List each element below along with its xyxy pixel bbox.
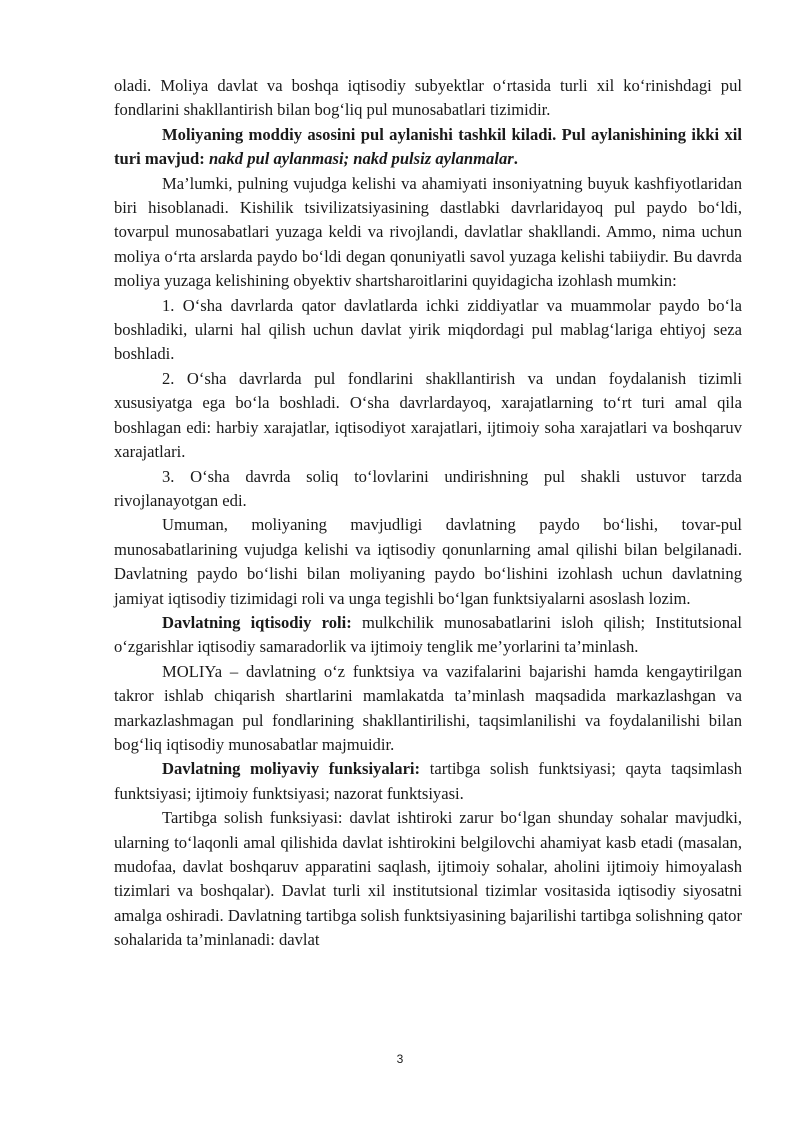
list-item-3: 3. O‘sha davrda soliq to‘lovlarini undirishning pul shakli ustuvor tarzda rivojlanayotgan edi. [114,466,742,510]
list-item-2: 2. O‘sha davrlarda pul fondlarini shakllantirish va undan foydalanish tizimli xususiyatga ega bo‘la boshladi. O‘sha davrlardayoq, xarajatlarning to‘rt turi amal qila boshlagan edi: harbiy xarajatlar, iqtisodiyot xarajatlari, ijtimoiy soha xarajatlari va boshqaruv xarajatlari. [114,368,742,462]
document-page [114,74,742,953]
regular-text: tartibga solish funktsiyasi; qayta taqsimlash funktsiyasi; ijtimoiy funktsiyasi; nazorat funktsiyasi. [114,759,743,803]
bold-italic-text: nakd pul aylanmasi; nakd pulsiz aylanmalar [208,149,514,169]
list-item-1: 1. O‘sha davrlarda qator davlatlarda ichki ziddiyatlar va muammolar paydo bo‘la boshladiki, ularni hal qilish uchun davlat yirik miqdordagi pul mablag‘lariga ehtiyoj seza boshladi. [114,295,742,364]
bold-text: Davlatning iqtisodiy roli: [162,612,352,632]
bold-text: Moliyaning moddiy asosini pul aylanishi tashkil kiladi. Pul aylanishining ikki xil turi mavjud: [114,124,742,169]
paragraph-finance-definition: MOLIYa – davlatning o‘z funktsiya va vazifalarini bajarishi hamda kengaytirilgan takror ishlab chiqarish shartlarini mamlakatda ta’minlash maqsadida markazlashgan va markazlashmagan pul fondlarining shakllantirilishi, taqsimlanilishi va foydalanilishi bilan bog‘liq iqtisodiy munosabatlar majmuidir. [114,661,742,754]
regular-text: mulkchilik munosabatlarini isloh qilish; Institutsional o‘zgarishlar iqtisodiy samaradorlik va ijtimoiy tenglik me’yorlarini ta’minlash. [114,612,742,657]
paragraph-money-circulation [114,123,742,172]
bold-text: Davlatning moliyaviy funksiyalari: [162,759,421,779]
paragraph-regulation-function: Tartibga solish funksiyasi: davlat ishtiroki zarur bo‘lgan shunday sohalar mavjudki, ularning to‘laqonli amal qilishida davlat ishtirokini belgilovchi ahamiyat kasb etadi (masalan, mudofaa, davlat boshqaruv apparatini saqlash, ijtimoiy sohalar, aholini ijtimoiy himoyalash tizimlari va boshqalar). Davlat turli xil institutsional tizimlar vositasida iqtisodiy siyosatni amalga oshiradi. Davlatning tartibga solish funktsiyasining bajarilishi tartibga solishning qator sohalarida ta’minlanadi: davlat [114,808,742,950]
paragraph-economic-role [114,611,742,660]
paragraph-financial-functions [114,757,742,806]
bold-text: . [513,149,518,169]
paragraph-state-emergence: Umuman, moliyaning mavjudligi davlatning paydo bo‘lishi, tovar-pul munosabatlarining vujudga kelishi va iqtisodiy qonunlarning amal qilishi bilan belgilanadi. Davlatning paydo bo‘lishi bilan moliyaning paydo bo‘lishini izohlash uchun davlatning jamiyat iqtisodiy tizimidagi roli va unga tegishli bo‘lgan funktsiyalarni asoslash lozim. [114,515,742,608]
paragraph-history: Ma’lumki, pulning vujudga kelishi va ahamiyati insoniyatning buyuk kashfiyotlaridan biri hisoblanadi. Kishilik tsivilizatsiyasining dastlabki davrlaridayoq pul paydo bo‘ldi, tovarpul munosabatlari yuzaga keldi va rivojlandi, davlatlar shakllandi. Ammo, nima uchun moliya o‘rta arslarda paydo bo‘ldi degan qonuniyatli savol yuzaga kelishi tabiiydir. Bu davrda moliya yuzaga kelishining obyektiv shartsharoitlarini quyidagicha izohlash mumkin: [114,173,742,291]
paragraph-continuation: oladi. Moliya davlat va boshqa iqtisodiy subyektlar o‘rtasida turli xil ko‘rinishdagi pul fondlarini shakllantirish bilan bog‘liq pul munosabatlari tizimidir. [114,76,742,120]
page-number: 3 [396,1052,404,1066]
